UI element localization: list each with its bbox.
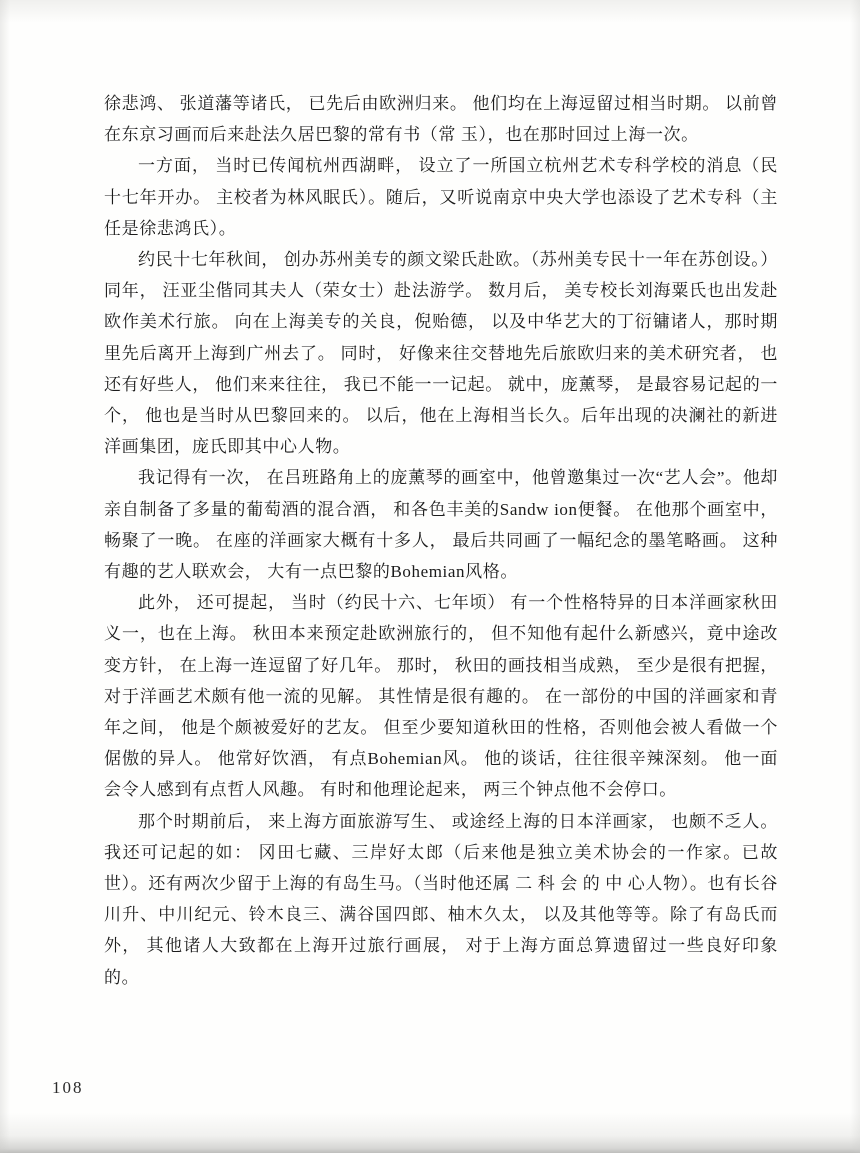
paragraph-1: 徐悲鸿、 张道藩等诸氏， 已先后由欧洲归来。 他们均在上海逗留过相当时期。 以前曾在东京习画而后来赴法久居巴黎的常有书（常 玉），也在那时回过上海一次。 [104,94,778,145]
paragraph-6: 那个时期前后， 来上海方面旅游写生、 或途经上海的日本洋画家， 也颇不乏人。 我还可记起的如： 冈田七藏、三岸好太郎（后来他是独立美术协会的一作家。已故世）。还有两次少留于上海的有岛生马。（当时他还属 二 科 会 的 中 心人物）。也有长谷川升、中川纪元、铃木良三、满谷国四郎、柚木久太， 以及其他等等。除了有岛氏而外， 其他诸人大致都在上海开过旅行画展， 对于上海方面总算遗留过一些良好印象的。 [104,811,778,987]
paragraph-5: 此外， 还可提起， 当时（约民十六、七年顷） 有一个性格特异的日本洋画家秋田义一，也在上海。 秋田本来预定赴欧洲旅行的， 但不知他有起什么新感兴，竟中途改变方针， 在上海一连逗留了好几年。 那时， 秋田的画技相当成熟， 至少是很有把握， 对于洋画艺术颇有他一流的见解。 其性情是很有趣的。 在一部份的中国的洋画家和青年之间， 他是个颇被爱好的艺友。 但至少要知道秋田的性格，否则他会被人看做一个倨傲的异人。 他常好饮酒， 有点Bohemian风。 他的谈话，往往很辛辣深刻。 他一面会令人感到有点哲人风趣。 有时和他理论起来， 两三个钟点他不会停口。 [104,593,778,800]
text-block [104,88,778,993]
paragraph-2: 一方面， 当时已传闻杭州西湖畔， 设立了一所国立杭州艺术专科学校的消息（民十七年开办。 主校者为林风眠氏）。随后，又听说南京中央大学也添设了艺术专科（主任是徐悲鸿氏）。 [104,156,778,238]
paragraph-3: 约民十七年秋间， 创办苏州美专的颜文梁氏赴欧。（苏州美专民十一年在苏创设。）同年， 汪亚尘偕同其夫人（荣女士）赴法游学。 数月后， 美专校长刘海粟氏也出发赴欧作美术行旅。 向在上海美专的关良，倪贻德， 以及中华艺大的丁衍镛诸人，那时期里先后离开上海到广州去了。 同时， 好像来往交替地先后旅欧归来的美术研究者， 也还有好些人， 他们来来往往， 我已不能一一记起。 就中，庞薰琴， 是最容易记起的一个， 他也是当时从巴黎回来的。 以后，他在上海相当长久。后年出现的决澜社的新进洋画集团，庞氏即其中心人物。 [104,250,778,457]
scan-edge-shadow-left [0,0,10,1153]
scan-edge-shadow-right [850,0,860,1153]
page-number: 108 [52,1078,84,1097]
paragraph-4: 我记得有一次， 在吕班路角上的庞薰琴的画室中，他曾邀集过一次“艺人会”。他却亲自制备了多量的葡萄酒的混合酒， 和各色丰美的Sandw ion便餐。 在他那个画室中， 畅聚了一晚。 在座的洋画家大概有十多人， 最后共同画了一幅纪念的墨笔略画。 这种有趣的艺人联欢会， 大有一点巴黎的Bohemian风格。 [104,468,778,582]
